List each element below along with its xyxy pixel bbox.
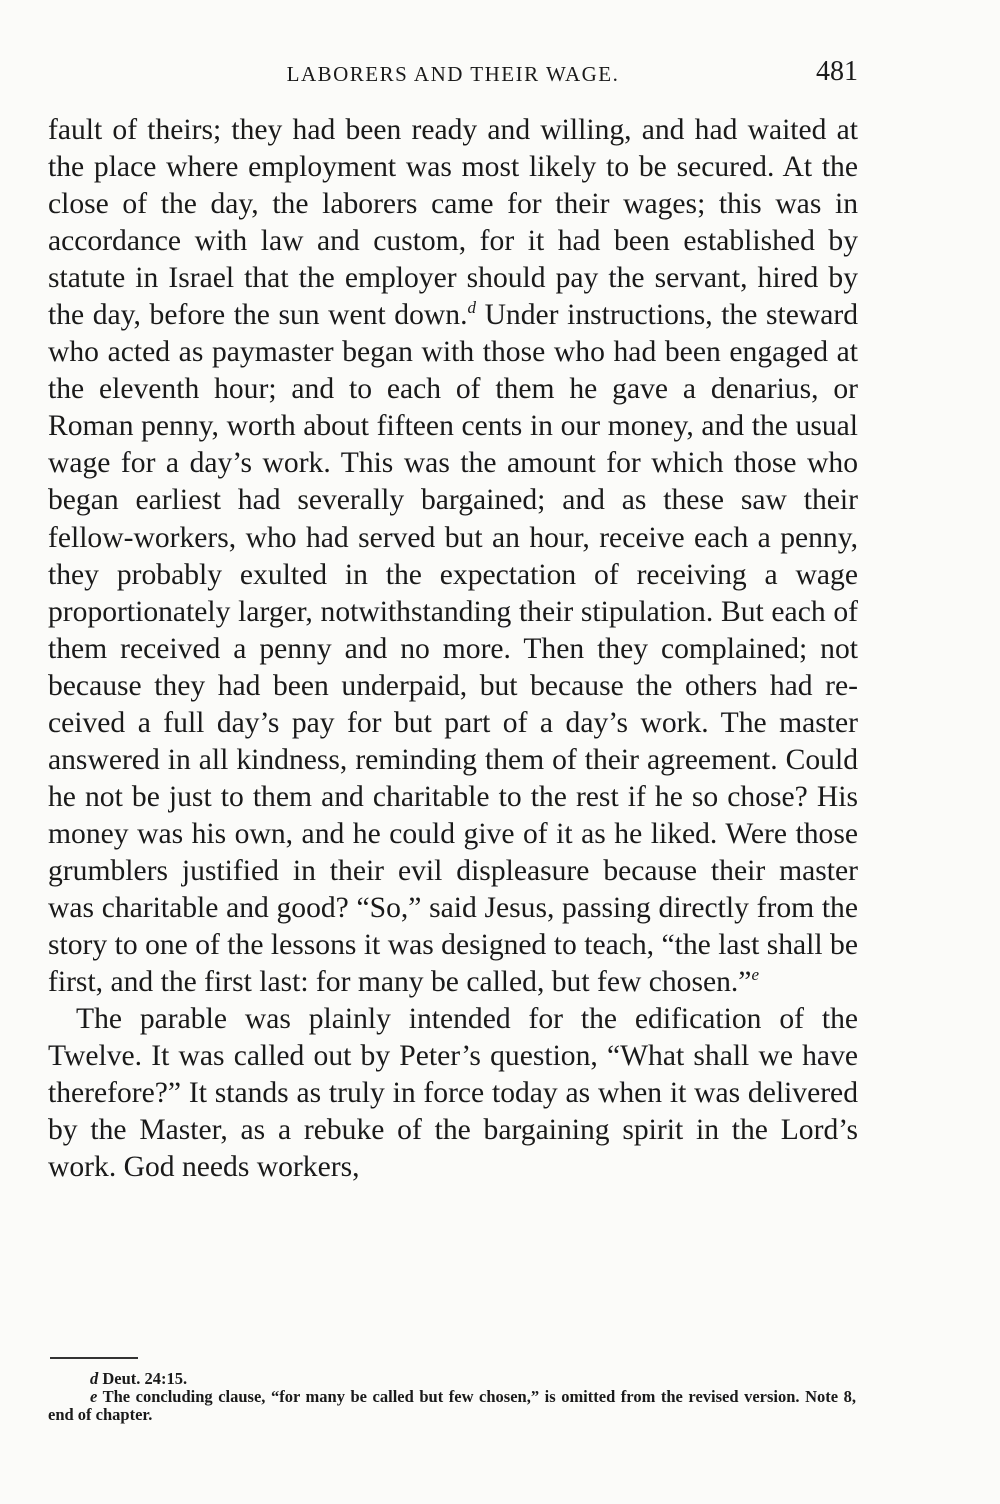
page-number: 481 [816,56,858,87]
footnote-d [48,1370,856,1388]
page-header [48,56,858,96]
paragraph-2: The parable was plainly intended for the edification of the Twelve. It was called out by Peter’s question, “What shall we have therefore?” It stands as truly in force today as when it was delivered by the Master, as a rebuke of the bargaining spirit in the Lord’s work. God needs workers, [48,1003,858,1184]
running-title: LABORERS AND THEIR WAGE. [286,62,620,86]
footnote-ref-d: d [467,298,476,318]
footnote-d-text: Deut. 24:15. [98,1369,188,1388]
body-text [48,112,858,1186]
footnote-d-mark: d [90,1369,99,1388]
paragraph-1 [48,112,858,1001]
paragraph-1-text-a: fault of theirs; they had been ready and willing, and had waited at the place where employment was most likely to be secured. At the close of the day, the laborers came for their wages; this was in accordance with law and custom, for it had been established by statute in Israel that the employer should pay the servant, hired by the day, before the sun went down. [48,114,858,332]
footnote-e-text: The concluding clause, “for many be called but few chosen,” is omitted from the revised version. Note 8, end of chapter. [48,1387,856,1424]
footnote-e-mark: e [90,1387,98,1406]
footnote-rule [50,1357,138,1359]
paragraph-1-text-b: Under instructions, the steward who acted as paymaster began with those who had been engaged at the eleventh hour; and to each of them he gave a denarius, or Roman penny, worth about fifteen cents in our money, and the usual wage for a day’s work. This was the amount for which those who began earliest had severally bargained; and as these saw their fellow-workers, who had served but an hour, receive each a penny, they probably exulted in the expectation of receiving a wage proportionately larger, notwithstanding their stipulation. But each of them received a penny and no more. Then they complained; not because they had been underpaid, but because the others had received a full day’s pay for but part of a day’s work. The master answered in all kindness, reminding them of their agreement. Could he not be just to them and charitable to the rest if he so chose? His money was his own, and he could give of it as he liked. Were those grumblers justified in their evil displeasure because their master was charitable and good? “So,” said Jesus, passing directly from the story to one of the lessons it was designed to teach, “the last shall be first, and the first last: for many be called, but few chosen.” [48,299,858,999]
footnote-ref-e: e [751,965,759,985]
footnote-e [48,1388,856,1424]
footnotes [48,1370,856,1424]
